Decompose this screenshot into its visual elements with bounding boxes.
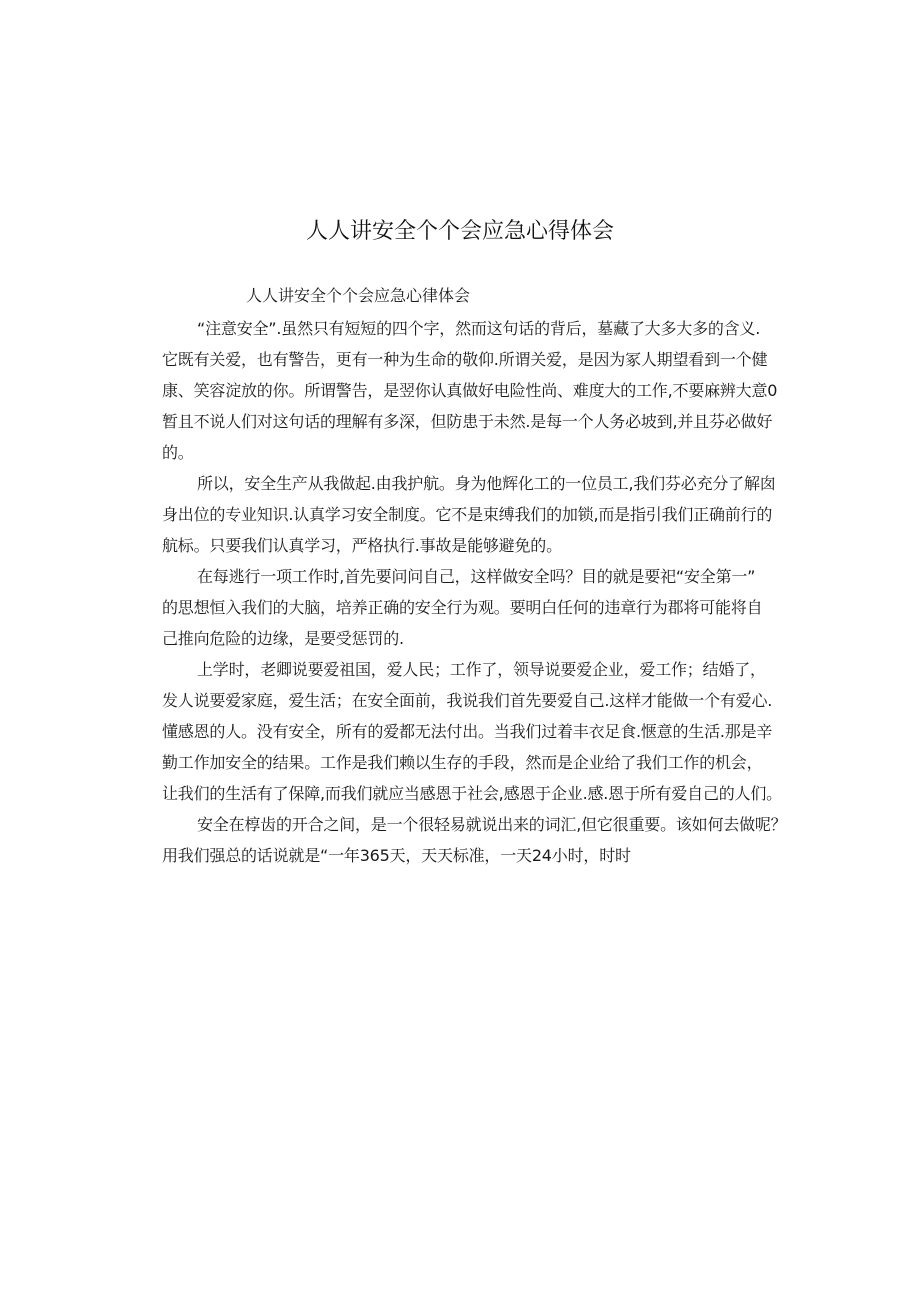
paragraph-line: 懂感恩的人。没有安全，所有的爱都无法付出。当我们过着丰衣足食.惬意的生活.那是辛 bbox=[162, 722, 773, 741]
document-subtitle: 人人讲安全个个会应急心律体会 bbox=[246, 286, 471, 305]
document-title: 人人讲安全个个会应急心得体会 bbox=[305, 219, 614, 244]
paragraph-line: “注意安全”.虽然只有短短的四个字，然而这句话的背后，墓藏了大多大多的含义. bbox=[197, 319, 761, 338]
paragraph-line: 己推向危险的边缘，是要受惩罚的. bbox=[162, 629, 404, 648]
paragraph-1 bbox=[162, 313, 776, 468]
paragraph-line: 暂且不说人们对这句话的理解有多深，但防患于未然.是每一个人务必坡到,并且芬必做好 bbox=[162, 412, 773, 431]
paragraph-line: 康、笑容淀放的你。所谓警告，是翌你认真做好电险性尚、难度大的工作,不要麻辨大意0 bbox=[162, 381, 778, 400]
paragraph-line: 的。 bbox=[162, 443, 194, 462]
paragraph-line: 安全在椁齿的开合之间，是一个很轻易就说出来的词汇,但它很重要。该如何去做呢？ bbox=[197, 815, 787, 834]
paragraph-line: 航标。只要我们认真学习，严格执行.事故是能够避免的。 bbox=[162, 536, 562, 555]
paragraph-2 bbox=[162, 468, 776, 561]
paragraph-4 bbox=[162, 654, 782, 809]
paragraph-line: 在每逃行一项工作时,首先要问问自己，这样做安全吗？目的就是要祀“安全第一” bbox=[197, 567, 756, 586]
paragraph-line: 所以，安全生产从我做起.由我护航。身为他辉化工的一位员工,我们芬必充分了解囱 bbox=[197, 474, 776, 493]
paragraph-line: 上学时，老卿说要爱祖国，爱人民；工作了，领导说要爱企业，爱工作；结婚了， bbox=[197, 660, 766, 679]
paragraph-line: 用我们强总的话说就是“一年365天，天天标准，一天24小时，时时 bbox=[162, 846, 631, 865]
paragraph-3 bbox=[162, 561, 776, 654]
document-body bbox=[162, 313, 787, 871]
paragraph-line: 发人说要爱家庭，爱生活；在安全面前，我说我们首先要爱自己.这样才能做一个有爱心. bbox=[162, 691, 773, 710]
paragraph-line: 勤工作加安全的结果。工作是我们赖以生存的手段，然而是企业给了我们工作的机会， bbox=[162, 753, 763, 772]
paragraph-line: 它既有关爱，也有警告，更有一种为生命的敬仰.所谓关爱，是因为冢人期望看到一个健 bbox=[162, 350, 768, 369]
paragraph-line: 让我们的生活有了保障,而我们就应当感恩于社会,感恩于企业.感.恩于所有爱自己的人们。 bbox=[162, 784, 782, 803]
paragraph-line: 身出位的专业知识.认真学习安全制度。它不是束缚我们的加锁,而是指引我们正确前行的 bbox=[162, 505, 773, 524]
paragraph-line: 的思想恒入我们的大脑，培养正确的安全行为观。要明白任何的违章行为郡将可能将自 bbox=[162, 598, 763, 617]
paragraph-5 bbox=[162, 809, 787, 871]
